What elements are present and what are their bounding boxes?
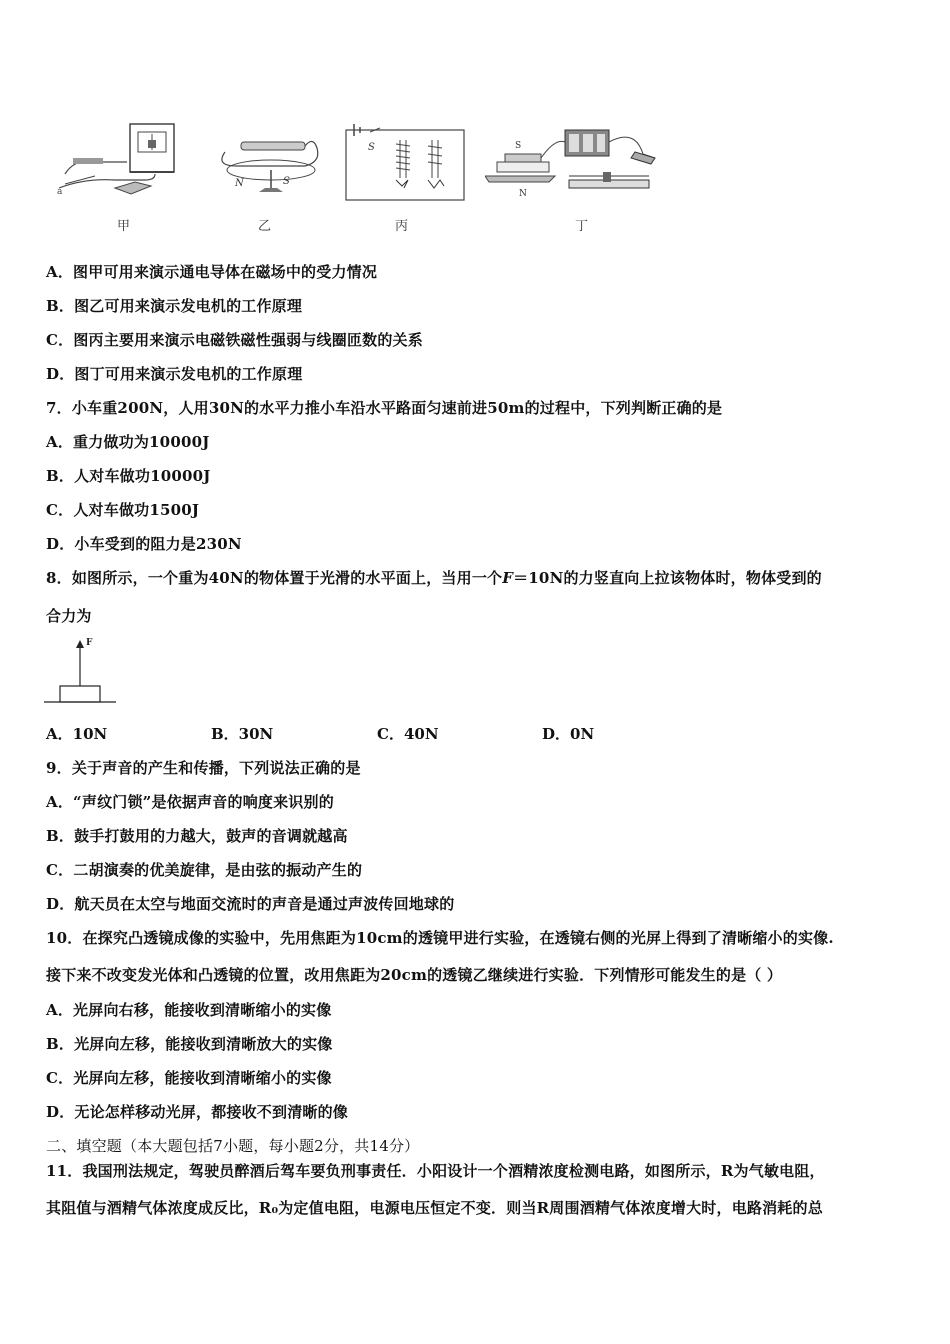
q8-block [60,686,100,702]
q8-arrowhead [76,640,84,648]
figure-bing-s-label: S [368,142,375,153]
figure-yi-n-label: N [235,178,244,189]
q9-option-a: A．“声纹门锁”是依据声音的响度来识别的 [46,793,334,811]
figure-jia-drawing [55,118,185,208]
q6-option-d: D．图丁可用来演示发电机的工作原理 [46,365,303,383]
q8-option-a: A．10N [46,725,108,743]
q8-stem-part2: ＝10N的力竖直向上拉该物体时，物体受到的 [513,569,822,587]
figures-row [55,118,675,236]
q6-option-a: A．图甲可用来演示通电导体在磁场中的受力情况 [46,263,378,281]
q8-stem-part1: 8．如图所示，一个重为40N的物体置于光滑的水平面上，当用一个 [46,569,503,587]
section-2-heading: 二、填空题（本大题包括7小题，每小题2分，共14分） [46,1137,420,1155]
q8-force-diagram [44,634,124,706]
q10-option-a: A．光屏向右移，能接收到清晰缩小的实像 [46,1001,332,1019]
figure-bing [340,118,470,208]
figure-yi [215,118,325,208]
figure-ding [485,118,665,208]
q9-option-b: B．鼓手打鼓用的力越大，鼓声的音调就越高 [46,827,348,845]
q10-stem-line2: 接下来不改变发光体和凸透镜的位置，改用焦距为20cm的透镜乙继续进行实验．下列情形可能发生的是（ ） [46,966,783,984]
q11-line1: 11．我国刑法规定，驾驶员醉酒后驾车要负刑事责任．小阳设计一个酒精浓度检测电路，如图所示，R为气敏电阻， [46,1162,825,1180]
q10-option-c: C．光屏向左移，能接收到清晰缩小的实像 [46,1069,332,1087]
figure-ding-n-label: N [519,189,527,199]
figure-ding-drawing [485,118,665,208]
figure-label-bing: 丙 [395,219,409,234]
q10-option-b: B．光屏向左移，能接收到清晰放大的实像 [46,1035,333,1053]
q6-option-b: B．图乙可用来演示发电机的工作原理 [46,297,303,315]
q7-stem: 7．小车重200N，人用30N的水平力推小车沿水平路面匀速前进50m的过程中，下列判断正确的是 [46,399,723,417]
figure-jia [55,118,185,208]
figure-yi-drawing [215,118,325,208]
q8-option-d: D．0N [542,725,595,743]
q9-option-c: C．二胡演奏的优美旋律，是由弦的振动产生的 [46,861,363,879]
q8-stem-force-symbol: F [502,569,514,587]
q8-stem [46,567,822,588]
q11-line2: 其阻值与酒精气体浓度成反比，R₀为定值电阻，电源电压恒定不变．则当R周围酒精气体浓度增大时，电路消耗的总 [46,1199,823,1217]
figure-label-ding: 丁 [575,219,589,234]
q7-option-d: D．小车受到的阻力是230N [46,535,242,553]
q6-option-c: C．图丙主要用来演示电磁铁磁性强弱与线圈匝数的关系 [46,331,423,349]
q10-option-d: D．无论怎样移动光屏，都接收不到清晰的像 [46,1103,349,1121]
q8-stem-continued: 合力为 [46,607,92,625]
q10-stem-line1: 10．在探究凸透镜成像的实验中，先用焦距为10cm的透镜甲进行实验，在透镜右侧的光屏上得到了清晰缩小的实像. [46,929,834,947]
figure-bing-drawing [340,118,470,208]
q8-option-b: B．30N [211,725,274,743]
figure-label-yi: 乙 [258,219,272,234]
q8-force-label: F [86,638,93,648]
q7-option-c: C．人对车做功1500J [46,501,200,519]
q7-option-a: A．重力做功为10000J [46,433,210,451]
q8-force-drawing [44,634,124,706]
q9-stem: 9．关于声音的产生和传播，下列说法正确的是 [46,759,361,777]
q8-option-c: C．40N [377,725,439,743]
figure-ding-s-label: S [515,141,522,151]
figure-label-jia: 甲 [117,219,131,234]
q7-option-b: B．人对车做功10000J [46,467,211,485]
q9-option-d: D．航天员在太空与地面交流时的声音是通过声波传回地球的 [46,895,455,913]
svg-text:a: a [57,187,63,197]
figure-yi-s-label: S [283,176,290,187]
